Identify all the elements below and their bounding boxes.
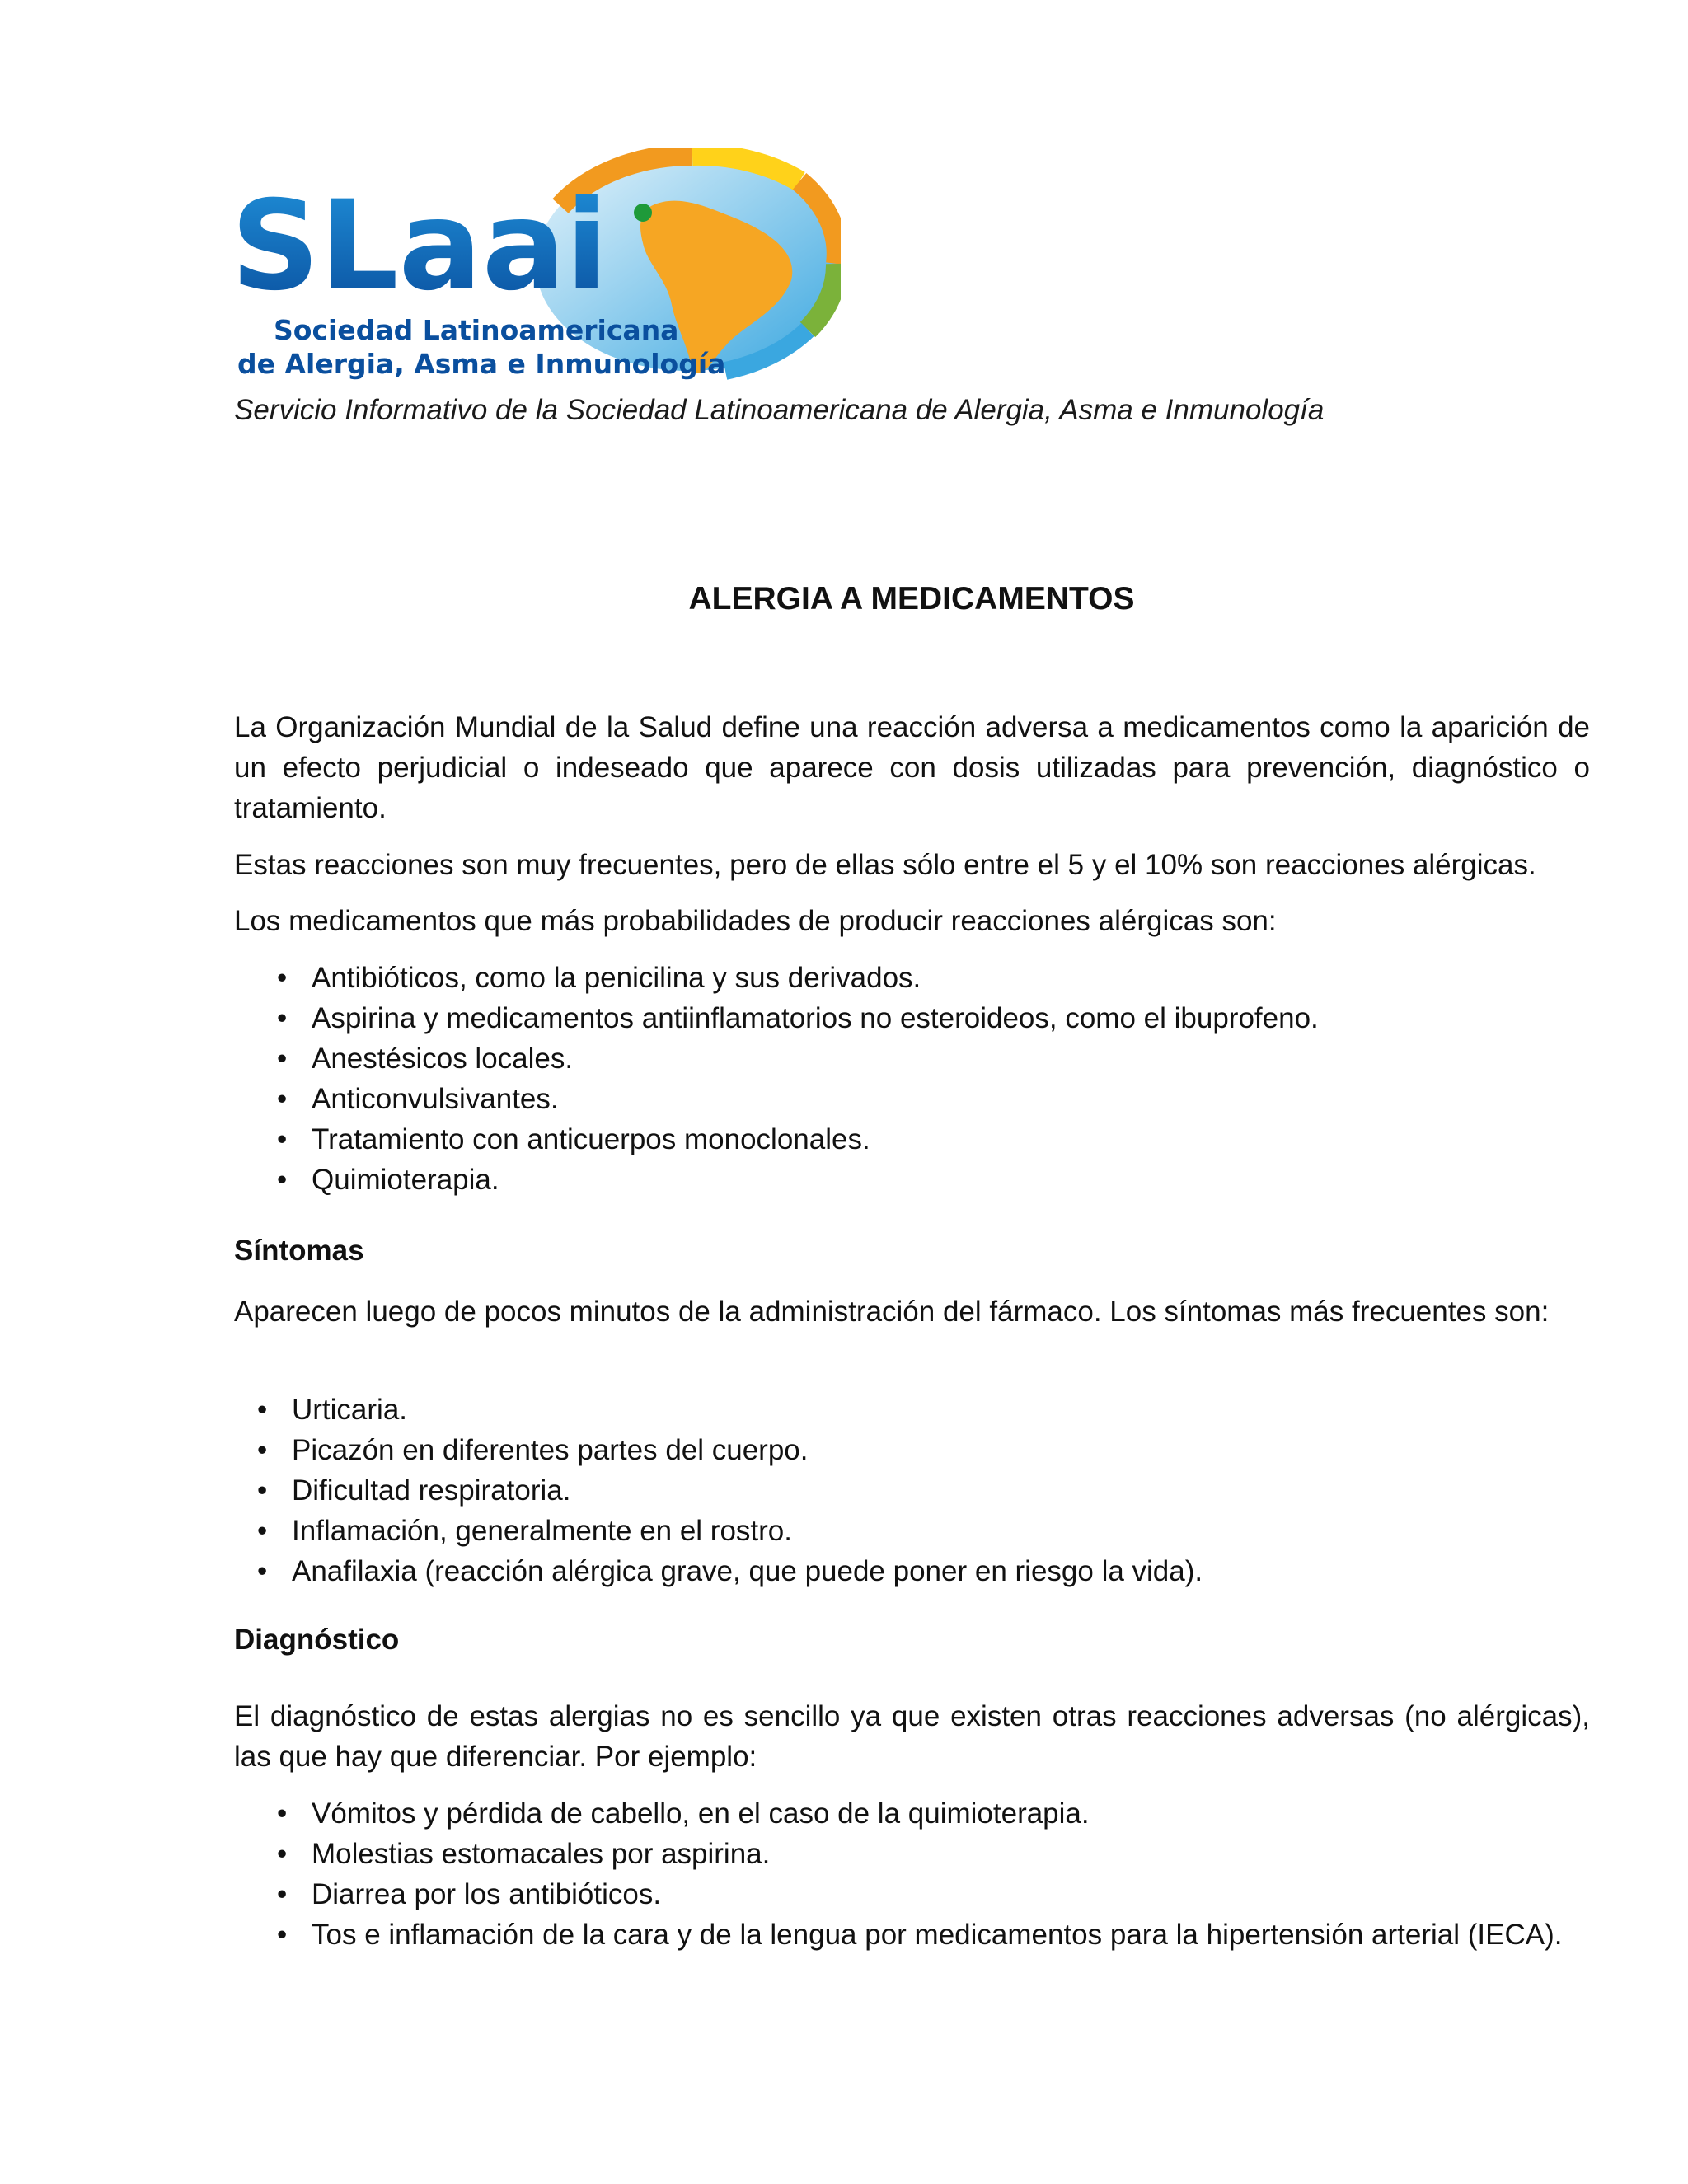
intro-paragraph-1: La Organización Mundial de la Salud define una reacción adversa a medicamentos como la aparición de un efecto perjudicial o indeseado que aparece con dosis utilizadas para prevención, diagnóstico o tratamiento. bbox=[234, 711, 1590, 824]
list-item: • Picazón en diferentes partes del cuerpo. bbox=[292, 1430, 1586, 1470]
bullet: • bbox=[257, 1394, 268, 1426]
slaai-logo bbox=[231, 148, 841, 387]
intro-paragraph-2-wrap bbox=[234, 845, 1590, 885]
diagnosis-text-wrap bbox=[234, 1696, 1590, 1777]
medications-list bbox=[277, 958, 1589, 1200]
diagnosis-list bbox=[277, 1793, 1589, 1955]
list-item: • Molestias estomacales por aspirina. bbox=[312, 1834, 1589, 1874]
bullet: • bbox=[277, 1043, 288, 1075]
bullet: • bbox=[277, 1878, 288, 1910]
bullet: • bbox=[277, 1797, 288, 1830]
list-item: • Antibióticos, como la penicilina y sus derivados. bbox=[312, 958, 1589, 998]
intro-paragraph-2: Estas reacciones son muy frecuentes, pero de ellas sólo entre el 5 y el 10% son reacciones alérgicas. bbox=[234, 849, 1536, 881]
bullet: • bbox=[277, 1164, 288, 1196]
intro-section bbox=[234, 707, 1590, 828]
list-item: • Diarrea por los antibióticos. bbox=[312, 1874, 1589, 1915]
symptoms-text: Aparecen luego de pocos minutos de la administración del fármaco. Los síntomas más frecuentes son: bbox=[234, 1296, 1550, 1328]
bullet: • bbox=[277, 1123, 288, 1155]
diagnosis-heading: Diagnóstico bbox=[234, 1624, 400, 1656]
bullet: • bbox=[257, 1474, 268, 1507]
symptoms-list bbox=[257, 1390, 1586, 1591]
list-item: • Anticonvulsivantes. bbox=[312, 1079, 1589, 1119]
bullet: • bbox=[257, 1555, 268, 1587]
logo-line1: Sociedad Latinoamericana bbox=[274, 314, 679, 346]
logo-wordmark: SLaai bbox=[231, 175, 608, 318]
logo-line2: de Alergia, Asma e Inmunología bbox=[237, 348, 726, 380]
list-item: • Quimioterapia. bbox=[312, 1160, 1589, 1200]
list-item: • Inflamación, generalmente en el rostro. bbox=[292, 1511, 1586, 1551]
bullet: • bbox=[257, 1515, 268, 1547]
bullet: • bbox=[277, 1002, 288, 1034]
list-item: • Urticaria. bbox=[292, 1390, 1586, 1430]
bullet: • bbox=[277, 1838, 288, 1870]
list-item: • Dificultad respiratoria. bbox=[292, 1470, 1586, 1511]
symptoms-text-wrap bbox=[234, 1291, 1590, 1332]
list-item: • Vómitos y pérdida de cabello, en el caso de la quimioterapia. bbox=[312, 1793, 1589, 1834]
list-item: • Tos e inflamación de la cara y de la lengua por medicamentos para la hipertensión arterial (IECA). bbox=[312, 1915, 1589, 1955]
intro-paragraph-3-wrap bbox=[234, 901, 1590, 941]
list-item: • Anafilaxia (reacción alérgica grave, que puede poner en riesgo la vida). bbox=[292, 1551, 1586, 1591]
bullet: • bbox=[277, 1919, 288, 1951]
diagnosis-text: El diagnóstico de estas alergias no es sencillo ya que existen otras reacciones adversas (no alérgicas), las que hay que diferenciar. Por ejemplo: bbox=[234, 1700, 1590, 1773]
intro-paragraph-3: Los medicamentos que más probabilidades de producir reacciones alérgicas son: bbox=[234, 905, 1277, 937]
header-subtitle: Servicio Informativo de la Sociedad Latinoamericana de Alergia, Asma e Inmunología bbox=[234, 394, 1325, 426]
list-item: • Aspirina y medicamentos antiinflamatorios no esteroideos, como el ibuprofeno. bbox=[312, 998, 1589, 1038]
list-item: • Tratamiento con anticuerpos monoclonales. bbox=[312, 1119, 1589, 1160]
bullet: • bbox=[257, 1434, 268, 1466]
document-title: ALERGIA A MEDICAMENTOS bbox=[688, 581, 1135, 616]
symptoms-heading: Síntomas bbox=[234, 1235, 364, 1267]
bullet: • bbox=[277, 962, 288, 994]
list-item: • Anestésicos locales. bbox=[312, 1038, 1589, 1079]
bullet: • bbox=[277, 1083, 288, 1115]
